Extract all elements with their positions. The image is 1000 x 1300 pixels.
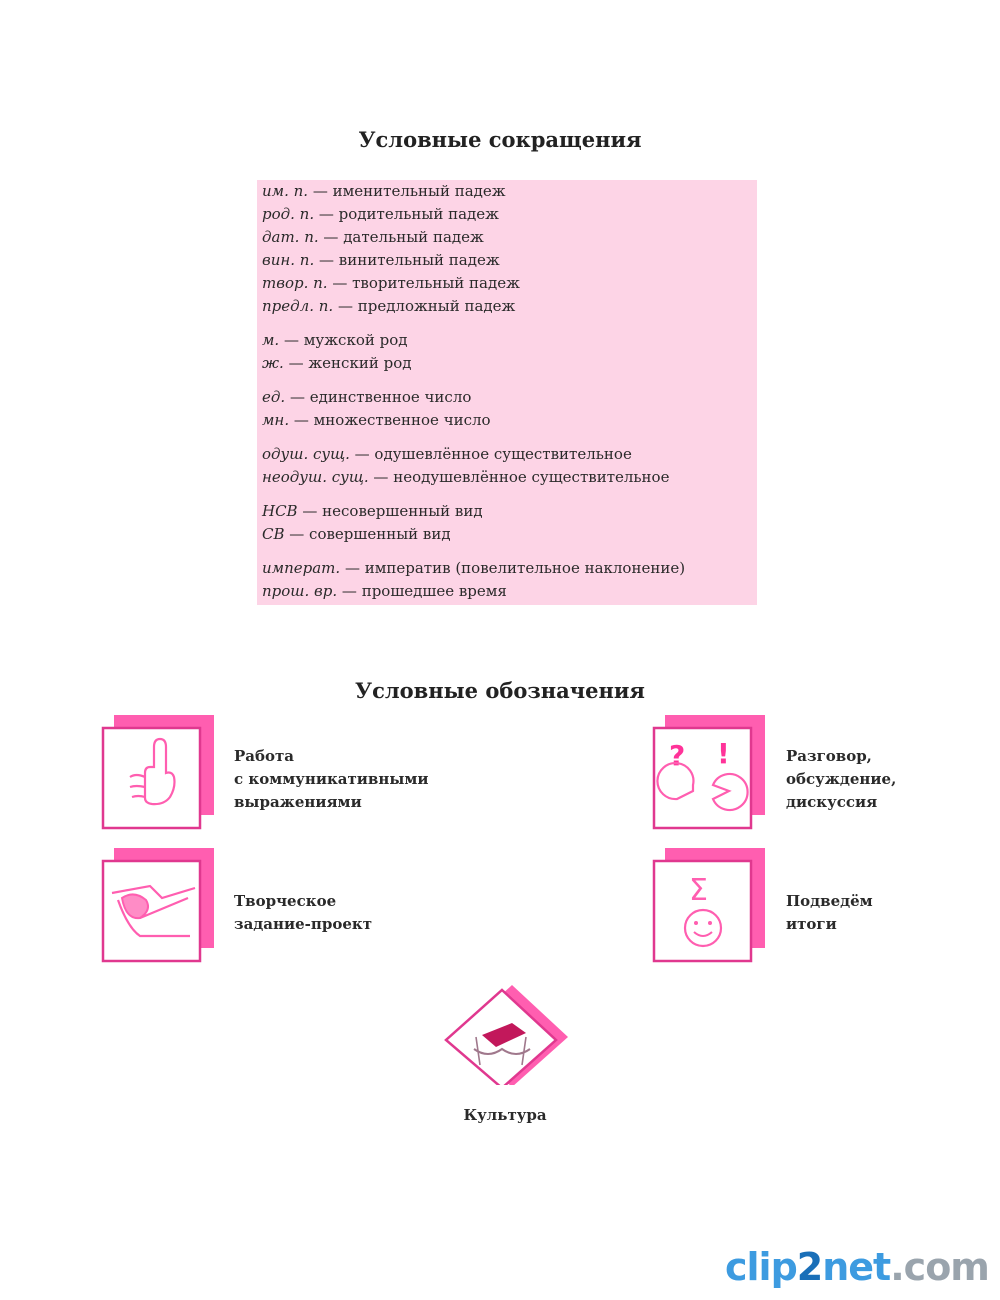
symbol-label: Разговор, обсуждение, дискуссия bbox=[786, 747, 897, 811]
svg-text:!: ! bbox=[717, 737, 730, 770]
abbr-line: м. — мужской род bbox=[262, 331, 408, 349]
dialogue-faces-icon bbox=[651, 715, 767, 831]
symbol-label: Творческое задание-проект bbox=[234, 892, 373, 933]
culture-book-icon bbox=[440, 985, 575, 1085]
abbr-line: дат. п. — дательный падеж bbox=[262, 228, 484, 246]
symbols-title: Условные обозначения bbox=[355, 678, 645, 703]
watermark: clip2net.com bbox=[725, 1245, 989, 1289]
abbr-line: императ. — императив (повелительное наклонение) bbox=[262, 559, 686, 577]
abbr-line: неодуш. сущ. — неодушевлённое существительное bbox=[262, 468, 670, 486]
abbreviations-title: Условные сокращения bbox=[358, 127, 642, 152]
abbr-line: СВ — совершенный вид bbox=[262, 525, 451, 543]
sigma-smiley-icon bbox=[651, 848, 767, 964]
pointing-finger-icon bbox=[100, 715, 216, 831]
abbr-line: ед. — единственное число bbox=[262, 388, 472, 406]
abbr-line: мн. — множественное число bbox=[262, 411, 491, 429]
abbr-line: вин. п. — винительный падеж bbox=[262, 251, 500, 269]
creative-project-icon bbox=[100, 848, 216, 964]
svg-text:?: ? bbox=[669, 739, 686, 772]
abbr-line: им. п. — именительный падеж bbox=[262, 182, 506, 200]
abbr-line: одуш. сущ. — одушевлённое существительное bbox=[262, 445, 632, 463]
abbr-line: прош. вр. — прошедшее время bbox=[262, 582, 507, 600]
svg-text:Σ: Σ bbox=[689, 873, 708, 908]
symbol-label: Подведём итоги bbox=[786, 892, 873, 933]
symbol-label: Культура bbox=[463, 1106, 547, 1124]
abbr-line: род. п. — родительный падеж bbox=[262, 205, 499, 223]
abbreviations-box bbox=[257, 180, 757, 605]
abbr-line: НСВ — несовершенный вид bbox=[262, 502, 483, 520]
abbr-line: твор. п. — творительный падеж bbox=[262, 274, 520, 292]
abbr-line: предл. п. — предложный падеж bbox=[262, 297, 516, 315]
abbr-line: ж. — женский род bbox=[262, 354, 412, 372]
symbol-label: Работа с коммуникативными выражениями bbox=[234, 747, 429, 811]
